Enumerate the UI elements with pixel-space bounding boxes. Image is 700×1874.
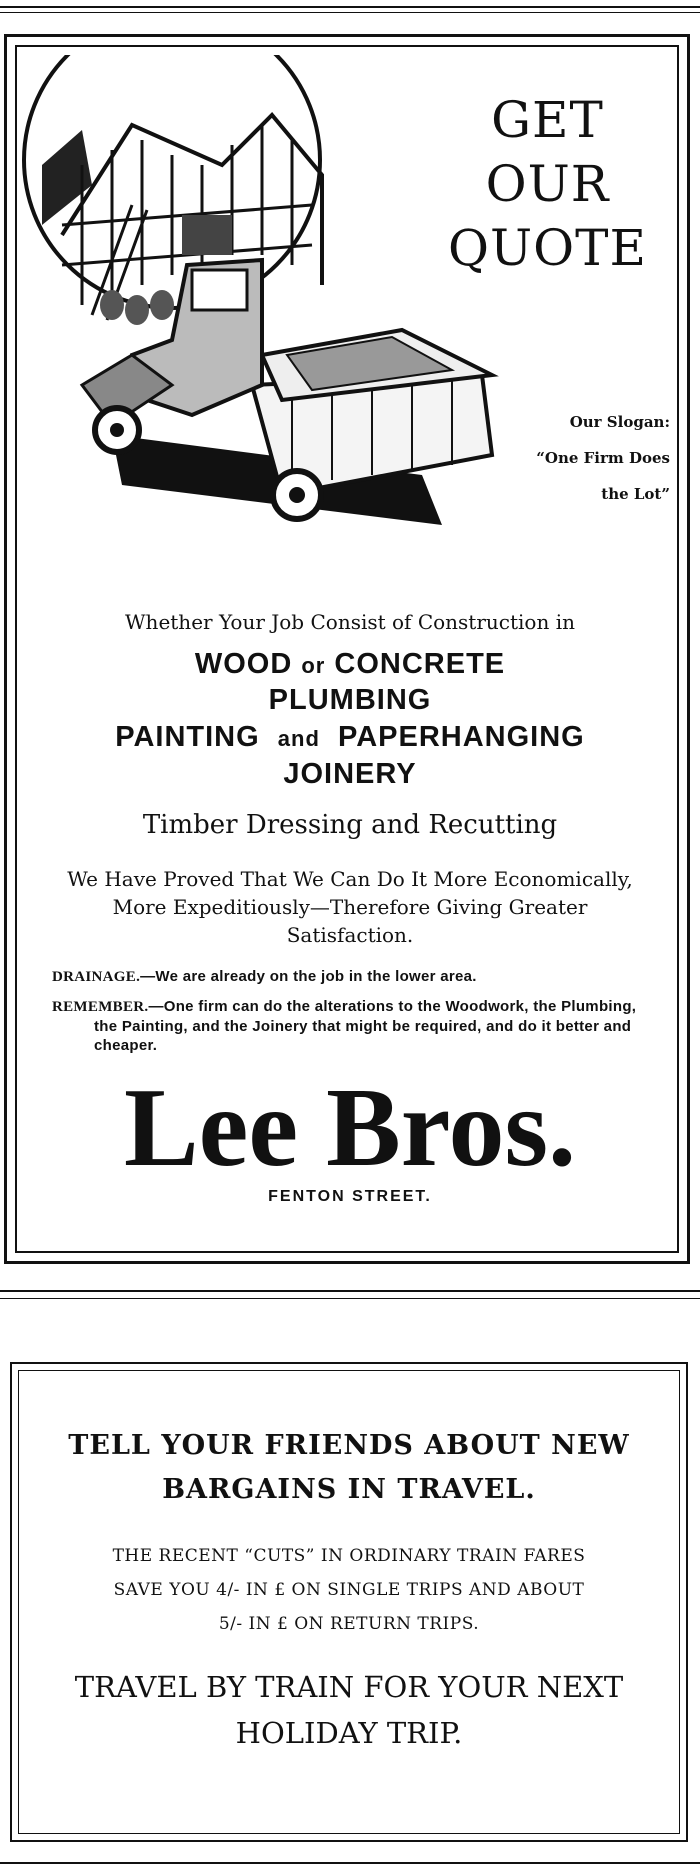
proved-line: We Have Proved That We Can Do It More Economically, — [67, 867, 633, 891]
headline-line: BARGAINS IN TRAVEL. — [162, 1474, 536, 1505]
timber-dressing: Timber Dressing and Recutting — [142, 810, 558, 840]
headline-line: TELL YOUR FRIENDS ABOUT NEW — [68, 1430, 630, 1461]
services-line-wood-concrete — [14, 648, 686, 681]
services-line-painting — [14, 721, 686, 754]
company-name-logo: Lee Bros. — [123, 1066, 577, 1190]
cta-line: TRAVEL BY TRAIN FOR YOUR NEXT — [74, 1670, 624, 1704]
proved-line: Satisfaction. — [286, 923, 414, 947]
heading-line: GET — [491, 91, 604, 149]
service-paperhanging: PAPERHANGING — [338, 721, 585, 753]
drainage-body: —We are already on the job in the lower area. — [140, 968, 477, 985]
remember-heading: REMEMBER. — [52, 999, 149, 1015]
remember-paragraph — [52, 997, 660, 1055]
separator-rule-2 — [0, 1298, 700, 1299]
service-wood: WOOD — [194, 648, 293, 680]
fares-line: 5/- IN £ ON RETURN TRIPS. — [218, 1614, 480, 1634]
service-and: and — [277, 726, 320, 751]
drainage-heading: DRAINAGE. — [52, 969, 141, 985]
slogan-line: the Lot” — [601, 485, 670, 503]
heading-line: QUOTE — [448, 219, 647, 277]
proved-paragraph — [14, 865, 686, 949]
company-address: FENTON STREET. — [268, 1188, 432, 1205]
service-plumbing: PLUMBING — [268, 684, 432, 716]
separator-rule — [0, 1290, 700, 1292]
intro-text: Whether Your Job Consist of Construction in — [125, 610, 575, 634]
travel-headline — [22, 1424, 676, 1512]
service-painting: PAINTING — [115, 721, 260, 753]
slogan-line: Our Slogan: — [569, 413, 670, 431]
fares-line: SAVE YOU 4/- IN £ ON SINGLE TRIPS AND ABOUT — [113, 1580, 585, 1600]
building-frame-icon — [24, 55, 322, 325]
fares-text — [22, 1539, 676, 1641]
get-our-quote-heading — [440, 88, 655, 280]
top-rule — [0, 6, 700, 8]
travel-call-to-action — [22, 1664, 676, 1756]
service-concrete: CONCRETE — [334, 648, 506, 680]
remember-body: —One firm can do the alterations to the Woodwork, the Plumbing, the Painting, and the Joinery that might be required, and do it better and cheaper. — [94, 998, 637, 1054]
fares-line: THE RECENT “CUTS” IN ORDINARY TRAIN FARES — [112, 1546, 586, 1566]
cta-line: HOLIDAY TRIP. — [235, 1716, 463, 1750]
proved-line: More Expeditiously—Therefore Giving Greater — [112, 895, 588, 919]
travel-advertisement — [10, 1362, 688, 1842]
drainage-paragraph — [52, 967, 660, 987]
top-rule-2 — [0, 12, 700, 13]
service-joinery: JOINERY — [283, 758, 417, 790]
bottom-rule — [0, 1862, 700, 1864]
heading-line: OUR — [485, 155, 610, 213]
service-or: or — [301, 653, 326, 678]
slogan-line: “One Firm Does — [536, 449, 670, 467]
slogan — [520, 404, 670, 512]
